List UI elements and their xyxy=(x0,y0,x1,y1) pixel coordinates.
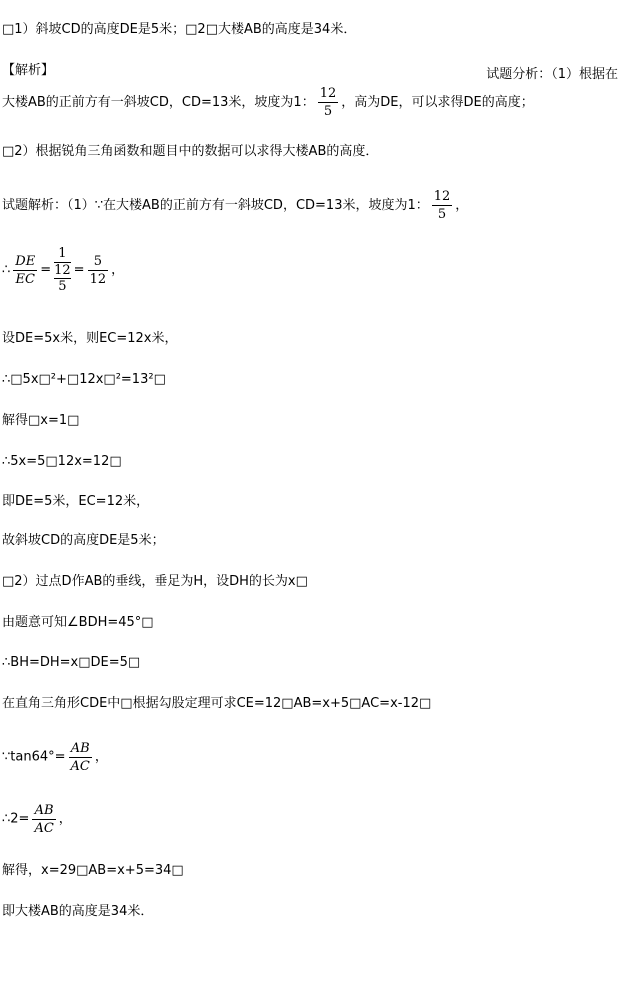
equals-2: = xyxy=(73,262,85,278)
tan-prefix: ∵tan64°= xyxy=(2,749,66,765)
slope-numerator-2: 12 xyxy=(433,189,451,204)
two-equation xyxy=(2,802,72,837)
bh-line: ∴BH=DH=x□DE=5□ xyxy=(2,655,141,670)
comma-2: ， xyxy=(94,749,108,765)
set-de-line: 设DE=5x米，则EC=12x米， xyxy=(2,331,178,346)
slope-fraction-2 xyxy=(432,188,453,223)
part2-line: □2）过点D作AB的垂线，垂足为H，设DH的长为x□ xyxy=(2,574,308,589)
de-ec-fraction xyxy=(13,253,37,288)
square-equation: ∴□5x□²+□12x□²=13²□ xyxy=(2,372,166,387)
analysis-head: 试题分析：（1）根据在 xyxy=(486,67,618,82)
solution-head xyxy=(2,188,468,223)
inner-numerator: 12 xyxy=(54,263,71,278)
de-label: DE xyxy=(15,254,36,269)
nested-numerator: 1 xyxy=(54,246,71,263)
solution-head-post: ， xyxy=(455,198,469,213)
pythagoras-line: 在直角三角形CDE中□根据勾股定理可求CE=12□AB=x+5□AC=x-12□ xyxy=(2,696,432,711)
slope-denominator-2: 5 xyxy=(437,207,447,222)
nested-denominator xyxy=(54,263,71,295)
final-line: 即大楼AB的高度是34米． xyxy=(2,904,154,919)
analysis-1-text: 大楼AB的正前方有一斜坡CD，CD=13米，坡度为1： xyxy=(2,95,315,110)
solve-x-line: 解得□x=1□ xyxy=(2,413,80,428)
ji-de-line: 即DE=5米，EC=12米， xyxy=(2,494,150,509)
ab-ac-fraction xyxy=(69,740,92,775)
nested-fraction xyxy=(54,246,71,295)
two-prefix: ∴2= xyxy=(2,811,30,827)
ab-label-2: AB xyxy=(32,802,55,820)
values-line: ∴5x=5□12x=12□ xyxy=(2,454,122,469)
tan-equation xyxy=(2,740,108,775)
comma-3: ， xyxy=(58,811,72,827)
equals-1: = xyxy=(40,262,52,278)
ab-ac-fraction-2 xyxy=(32,802,55,837)
analysis-line-1 xyxy=(2,85,534,120)
solution-head-text: 试题解析：（1）∵在大楼AB的正前方有一斜坡CD，CD=13米，坡度为1： xyxy=(2,198,429,213)
twelve-denominator: 12 xyxy=(89,272,107,287)
ac-label: AC xyxy=(70,759,90,774)
slope-denominator: 5 xyxy=(323,104,333,119)
comma-1: ， xyxy=(111,262,125,278)
five-twelve-fraction xyxy=(88,253,109,288)
answer-line: □1）斜坡CD的高度DE是5米；□2□大楼AB的高度是34米． xyxy=(2,22,357,37)
five-numerator: 5 xyxy=(88,253,109,271)
ratio-equation xyxy=(2,246,124,295)
jiexi-label: 【解析】 xyxy=(2,63,55,78)
slope-numerator: 12 xyxy=(319,86,337,101)
ab-label: AB xyxy=(69,740,92,758)
bdh-line: 由题意可知∠BDH=45°□ xyxy=(2,615,154,630)
inner-denominator: 5 xyxy=(58,279,67,294)
therefore-symbol: ∴ xyxy=(2,262,11,278)
inner-fraction xyxy=(54,263,71,294)
gu-de-line: 故斜坡CD的高度DE是5米； xyxy=(2,533,165,548)
ac-label-2: AC xyxy=(34,821,54,836)
analysis-line-2: □2）根据锐角三角函数和题目中的数据可以求得大楼AB的高度． xyxy=(2,144,379,159)
analysis-1-post: ，高为DE，可以求得DE的高度； xyxy=(341,95,534,110)
ec-label: EC xyxy=(15,272,35,287)
solve2-line: 解得，x=29□AB=x+5=34□ xyxy=(2,863,184,878)
slope-fraction xyxy=(318,85,339,120)
